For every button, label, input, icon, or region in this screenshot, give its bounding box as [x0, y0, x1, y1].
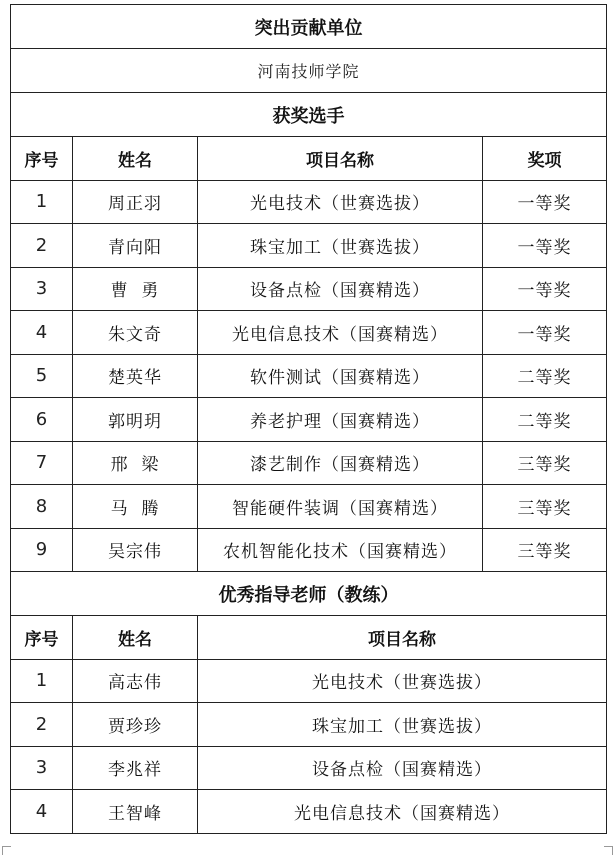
- winner-row: [11, 224, 607, 268]
- winner-project: 光电信息技术（国赛精选）: [198, 311, 483, 355]
- winner-project: 漆艺制作（国赛精选）: [198, 441, 483, 485]
- winner-award: 一等奖: [483, 224, 607, 268]
- teacher-no: 3: [11, 746, 73, 790]
- winner-award: 一等奖: [483, 267, 607, 311]
- winner-name: 楚英华: [73, 354, 198, 398]
- teacher-project: 珠宝加工（世赛选拔）: [198, 703, 607, 747]
- winners-title: 获奖选手: [11, 93, 607, 137]
- winner-no: 7: [11, 441, 73, 485]
- winner-row: [11, 398, 607, 442]
- winner-row: [11, 354, 607, 398]
- winner-name: 朱文奇: [73, 311, 198, 355]
- winner-row: [11, 485, 607, 529]
- awards-table: [10, 4, 607, 834]
- winner-row: [11, 180, 607, 224]
- teachers-header-project: 项目名称: [198, 616, 607, 660]
- winner-award: 三等奖: [483, 528, 607, 572]
- winner-name: 马 腾: [73, 485, 198, 529]
- winner-row: [11, 441, 607, 485]
- winner-project: 智能硬件装调（国赛精选）: [198, 485, 483, 529]
- winner-name: 青向阳: [73, 224, 198, 268]
- winner-project: 养老护理（国赛精选）: [198, 398, 483, 442]
- contribution-org: 河南技师学院: [11, 49, 607, 93]
- teacher-row: [11, 790, 607, 834]
- winners-header-award: 奖项: [483, 137, 607, 181]
- winner-name: 周正羽: [73, 180, 198, 224]
- teacher-no: 1: [11, 659, 73, 703]
- winner-award: 二等奖: [483, 354, 607, 398]
- winner-no: 6: [11, 398, 73, 442]
- teacher-row: [11, 703, 607, 747]
- contribution-title: 突出贡献单位: [11, 5, 607, 49]
- winner-award: 一等奖: [483, 180, 607, 224]
- page-corner-mark-left: [2, 846, 11, 855]
- winner-project: 光电技术（世赛选拔）: [198, 180, 483, 224]
- winner-no: 4: [11, 311, 73, 355]
- winner-award: 一等奖: [483, 311, 607, 355]
- teacher-project: 设备点检（国赛精选）: [198, 746, 607, 790]
- winner-award: 二等奖: [483, 398, 607, 442]
- teacher-project: 光电信息技术（国赛精选）: [198, 790, 607, 834]
- winner-no: 8: [11, 485, 73, 529]
- winner-row: [11, 267, 607, 311]
- winners-header-project: 项目名称: [198, 137, 483, 181]
- winners-title-row: [11, 93, 607, 137]
- winners-header-row: [11, 137, 607, 181]
- winner-row: [11, 528, 607, 572]
- winner-project: 软件测试（国赛精选）: [198, 354, 483, 398]
- teachers-title-row: [11, 572, 607, 616]
- teacher-no: 2: [11, 703, 73, 747]
- contribution-org-row: [11, 49, 607, 93]
- teacher-name: 李兆祥: [73, 746, 198, 790]
- winner-no: 5: [11, 354, 73, 398]
- awards-document: [10, 4, 606, 834]
- contribution-title-row: [11, 5, 607, 49]
- winner-award: 三等奖: [483, 485, 607, 529]
- teachers-header-no: 序号: [11, 616, 73, 660]
- awards-table-body: [11, 5, 607, 834]
- teacher-name: 高志伟: [73, 659, 198, 703]
- teacher-no: 4: [11, 790, 73, 834]
- winner-name: 吴宗伟: [73, 528, 198, 572]
- teachers-header-name: 姓名: [73, 616, 198, 660]
- teacher-row: [11, 659, 607, 703]
- winner-no: 1: [11, 180, 73, 224]
- teacher-name: 王智峰: [73, 790, 198, 834]
- winner-name: 邢 梁: [73, 441, 198, 485]
- winner-award: 三等奖: [483, 441, 607, 485]
- winner-project: 农机智能化技术（国赛精选）: [198, 528, 483, 572]
- winner-project: 设备点检（国赛精选）: [198, 267, 483, 311]
- page-corner-mark-right: [604, 846, 613, 855]
- winner-no: 9: [11, 528, 73, 572]
- winner-row: [11, 311, 607, 355]
- teachers-header-row: [11, 616, 607, 660]
- winner-no: 2: [11, 224, 73, 268]
- winners-header-no: 序号: [11, 137, 73, 181]
- teacher-project: 光电技术（世赛选拔）: [198, 659, 607, 703]
- teacher-row: [11, 746, 607, 790]
- winner-name: 曹 勇: [73, 267, 198, 311]
- winner-name: 郭明玥: [73, 398, 198, 442]
- winner-no: 3: [11, 267, 73, 311]
- teachers-title: 优秀指导老师（教练）: [11, 572, 607, 616]
- winner-project: 珠宝加工（世赛选拔）: [198, 224, 483, 268]
- winners-header-name: 姓名: [73, 137, 198, 181]
- teacher-name: 贾珍珍: [73, 703, 198, 747]
